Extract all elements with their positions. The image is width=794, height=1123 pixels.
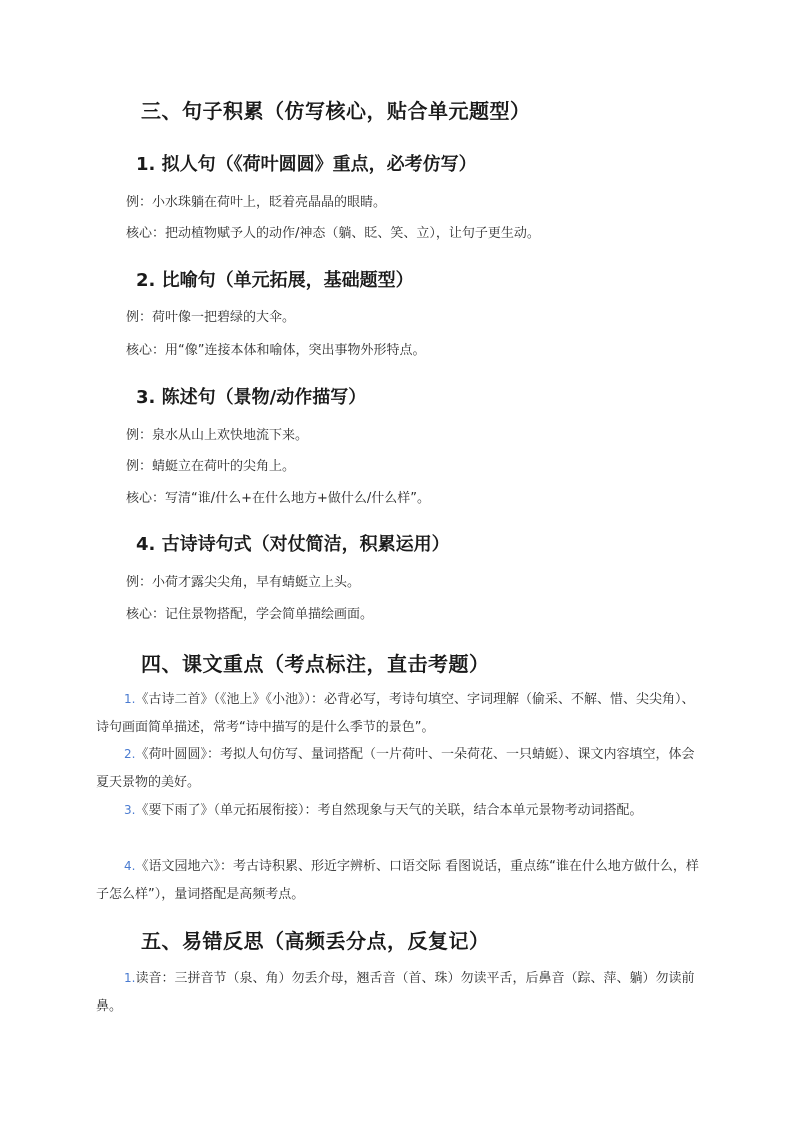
section-5-title: 五、易错反思（高频丢分点，反复记） [141,929,490,953]
section-4-title: 四、课文重点（考点标注，直击考题） [141,652,490,676]
point-number: 2. [124,747,136,761]
point-text: 读音：三拼音节（泉、角）勿丢介母，翘舌音（首、珠）勿读平舌，后鼻音（踪、萍、躺）勿读前鼻。 [96,971,695,1014]
point-number: 3. [124,803,136,817]
section-4-point-3 [96,796,702,825]
point-number: 4. [124,859,136,873]
item-3-core: 核心：写清“谁/什么+在什么地方+做什么/什么样”。 [126,491,431,506]
section-3-title: 三、句子积累（仿写核心，贴合单元题型） [141,99,531,123]
item-4-example: 例：小荷才露尖尖角，早有蜻蜓立上头。 [126,575,361,590]
point-text: 《语文园地六》：考古诗积累、形近字辨析、口语交际 看图说话，重点练“谁在什么地方做什么，样子怎么样”），量词搭配是高频考点。 [96,859,699,902]
item-3-example-1: 例：泉水从山上欢快地流下来。 [126,428,309,443]
point-text: 《古诗二首》（《池上》《小池》）：必背必写，考诗句填空、字词理解（偷采、不解、惜、尖尖角）、诗句画面简单描述，常考“诗中描写的是什么季节的景色”。 [96,692,695,735]
section-4-point-1 [96,685,702,742]
point-text: 《要下雨了》（单元拓展衔接）：考自然现象与天气的关联，结合本单元景物考动词搭配。 [135,803,643,818]
item-1-example: 例：小水珠躺在荷叶上，眨着亮晶晶的眼睛。 [126,195,387,210]
section-4-point-4 [96,852,702,909]
item-1-title: 1. 拟人句（《荷叶圆圆》重点，必考仿写） [136,154,477,175]
section-4-point-2 [96,740,702,797]
item-1-core: 核心：把动植物赋予人的动作/神态（躺、眨、笑、立），让句子更生动。 [126,226,540,241]
point-number: 1. [124,692,136,706]
point-text: 《荷叶圆圆》：考拟人句仿写、量词搭配（一片荷叶、一朵荷花、一只蜻蜓）、课文内容填空，体会夏天景物的美好。 [96,747,695,790]
section-5-point-1 [96,964,702,1021]
item-2-core: 核心：用“像”连接本体和喻体，突出事物外形特点。 [126,343,426,358]
point-number: 1. [124,971,136,985]
item-4-core: 核心：记住景物搭配，学会简单描绘画面。 [126,607,374,622]
item-2-example: 例：荷叶像一把碧绿的大伞。 [126,310,296,325]
item-3-title: 3. 陈述句（景物/动作描写） [136,387,367,408]
item-3-example-2: 例：蜻蜓立在荷叶的尖角上。 [126,459,296,474]
item-2-title: 2. 比喻句（单元拓展，基础题型） [136,270,414,291]
item-4-title: 4. 古诗诗句式（对仗简洁，积累运用） [136,534,450,555]
